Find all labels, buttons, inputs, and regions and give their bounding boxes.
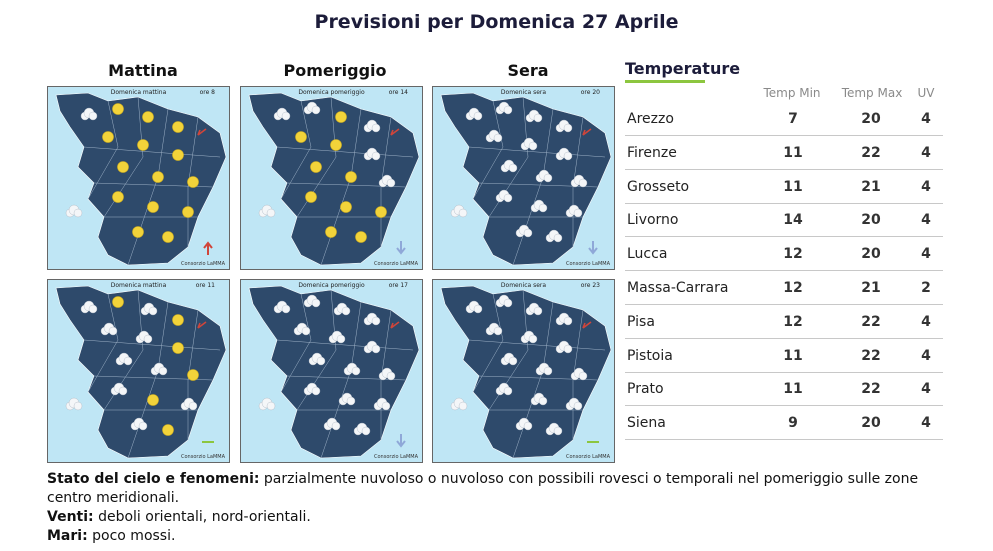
- uv-value: 2: [921, 280, 931, 296]
- uv-value: 4: [921, 313, 931, 330]
- sun-icon: [143, 112, 154, 123]
- sea-label: Mari:: [47, 528, 88, 544]
- header-temp-min: Temp Min: [763, 86, 821, 100]
- uv-value: 4: [921, 246, 931, 263]
- table-row: [625, 136, 943, 170]
- temp-max-value: 22: [861, 144, 881, 161]
- temp-min-value: 11: [783, 144, 803, 161]
- temp-min-value: 14: [783, 212, 803, 229]
- sun-icon: [148, 202, 159, 213]
- sun-icon: [356, 232, 367, 243]
- header-uv: UV: [917, 86, 935, 100]
- sun-icon: [346, 172, 357, 183]
- weather-map[interactable]: [432, 86, 615, 270]
- sun-icon: [148, 395, 159, 406]
- map-credit: Consorzio LaMMA: [566, 261, 610, 267]
- map-time: ore 23: [580, 282, 600, 289]
- map-credit: Consorzio LaMMA: [181, 454, 225, 460]
- sun-icon: [326, 227, 337, 238]
- sea-text: poco mossi.: [87, 528, 176, 544]
- tuscany-map-graphic: [48, 280, 229, 462]
- page-title: Previsioni per Domenica 27 Aprile: [314, 11, 679, 33]
- sea-line: [47, 527, 947, 546]
- sky-label: Stato del cielo e fenomeni:: [47, 471, 260, 487]
- table-row: [625, 170, 943, 204]
- temp-min-value: 12: [783, 313, 803, 330]
- map-caption: Domenica mattina: [110, 282, 167, 289]
- city-name: Lucca: [627, 246, 668, 263]
- map-caption: Domenica pomeriggio: [298, 89, 365, 96]
- sky-text: parzialmente nuvoloso o nuvoloso con possibili rovesci o temporali nel pomeriggio sulle zone centro meridionali.: [47, 471, 919, 506]
- temperature-title-underline: [625, 80, 705, 83]
- city-name: Massa-Carrara: [627, 280, 729, 296]
- city-name: Arezzo: [627, 111, 674, 127]
- table-row: [625, 406, 943, 440]
- sun-icon: [188, 177, 199, 188]
- uv-value: 4: [921, 347, 931, 364]
- tuscany-map-graphic: [433, 87, 614, 269]
- temp-min-value: 12: [783, 280, 803, 296]
- temp-min-value: 11: [783, 178, 803, 195]
- city-name: Pisa: [627, 313, 655, 330]
- temp-min-value: 7: [788, 111, 798, 127]
- sun-icon: [173, 122, 184, 133]
- tuscany-map-graphic: [48, 87, 229, 269]
- temperature-title: Temperature: [625, 59, 741, 78]
- column-header-pomeriggio: Pomeriggio: [283, 61, 387, 80]
- sun-icon: [113, 104, 124, 115]
- temp-min-value: 12: [783, 246, 803, 263]
- temp-min-value: 11: [783, 347, 803, 364]
- tuscany-map-graphic: [241, 87, 422, 269]
- map-time: ore 20: [580, 89, 600, 96]
- header-temp-max: Temp Max: [841, 86, 903, 100]
- sun-icon: [341, 202, 352, 213]
- column-header-mattina: Mattina: [108, 61, 178, 80]
- temp-max-value: 20: [861, 212, 881, 229]
- table-row: [625, 271, 943, 305]
- sun-icon: [118, 162, 129, 173]
- weather-map[interactable]: [432, 279, 615, 463]
- uv-value: 4: [921, 212, 931, 229]
- sun-icon: [311, 162, 322, 173]
- map-credit: Consorzio LaMMA: [566, 454, 610, 460]
- sun-icon: [183, 207, 194, 218]
- temp-min-value: 11: [783, 381, 803, 398]
- sun-icon: [173, 343, 184, 354]
- uv-value: 4: [921, 144, 931, 161]
- map-credit: Consorzio LaMMA: [181, 261, 225, 267]
- temp-max-value: 20: [861, 246, 881, 263]
- map-caption: Domenica pomeriggio: [298, 282, 365, 289]
- uv-value: 4: [921, 381, 931, 398]
- uv-value: 4: [921, 111, 931, 127]
- sun-icon: [103, 132, 114, 143]
- sky-line: [47, 470, 947, 508]
- map-time: ore 8: [199, 89, 215, 96]
- sun-icon: [138, 140, 149, 151]
- map-time: ore 17: [388, 282, 408, 289]
- sun-icon: [133, 227, 144, 238]
- weather-map[interactable]: [47, 86, 230, 270]
- city-name: Prato: [627, 381, 664, 398]
- sun-icon: [296, 132, 307, 143]
- map-time: ore 14: [388, 89, 408, 96]
- city-name: Pistoia: [627, 347, 673, 364]
- map-caption: Domenica mattina: [110, 89, 167, 96]
- city-name: Siena: [627, 415, 666, 432]
- temp-max-value: 20: [861, 111, 881, 127]
- table-row: [625, 339, 943, 373]
- sun-icon: [188, 370, 199, 381]
- column-header-sera: Sera: [507, 61, 549, 80]
- wind-label: Venti:: [47, 509, 94, 525]
- tuscany-map-graphic: [241, 280, 422, 462]
- temp-max-value: 21: [861, 178, 881, 195]
- sun-icon: [376, 207, 387, 218]
- map-credit: Consorzio LaMMA: [374, 454, 418, 460]
- uv-value: 4: [921, 415, 931, 432]
- uv-value: 4: [921, 178, 931, 195]
- sun-icon: [331, 140, 342, 151]
- temp-max-value: 22: [861, 347, 881, 364]
- temp-max-value: 21: [861, 280, 881, 296]
- temp-max-value: 22: [861, 381, 881, 398]
- table-row: [625, 305, 943, 339]
- temp-min-value: 9: [788, 415, 798, 432]
- sun-icon: [306, 192, 317, 203]
- wind-line: [47, 508, 947, 527]
- sun-icon: [336, 112, 347, 123]
- table-row: [625, 372, 943, 406]
- tuscany-map-graphic: [433, 280, 614, 462]
- table-row: [625, 203, 943, 237]
- sun-icon: [163, 232, 174, 243]
- weather-map[interactable]: [47, 279, 230, 463]
- city-name: Firenze: [627, 144, 677, 161]
- wind-text: deboli orientali, nord-orientali.: [93, 509, 311, 525]
- table-row: [625, 237, 943, 271]
- sun-icon: [113, 192, 124, 203]
- map-caption: Domenica sera: [500, 282, 547, 289]
- temp-max-value: 20: [861, 415, 881, 432]
- temp-max-value: 22: [861, 313, 881, 330]
- sun-icon: [173, 150, 184, 161]
- map-time: ore 11: [195, 282, 215, 289]
- sun-icon: [173, 315, 184, 326]
- map-credit: Consorzio LaMMA: [374, 261, 418, 267]
- city-name: Grosseto: [627, 178, 690, 195]
- city-name: Livorno: [627, 212, 679, 229]
- sun-icon: [113, 297, 124, 308]
- sun-icon: [163, 425, 174, 436]
- weather-map[interactable]: [240, 86, 423, 270]
- map-caption: Domenica sera: [500, 89, 547, 96]
- sun-icon: [153, 172, 164, 183]
- weather-map[interactable]: [240, 279, 423, 463]
- table-row: [625, 102, 943, 136]
- forecast-description: [47, 470, 947, 546]
